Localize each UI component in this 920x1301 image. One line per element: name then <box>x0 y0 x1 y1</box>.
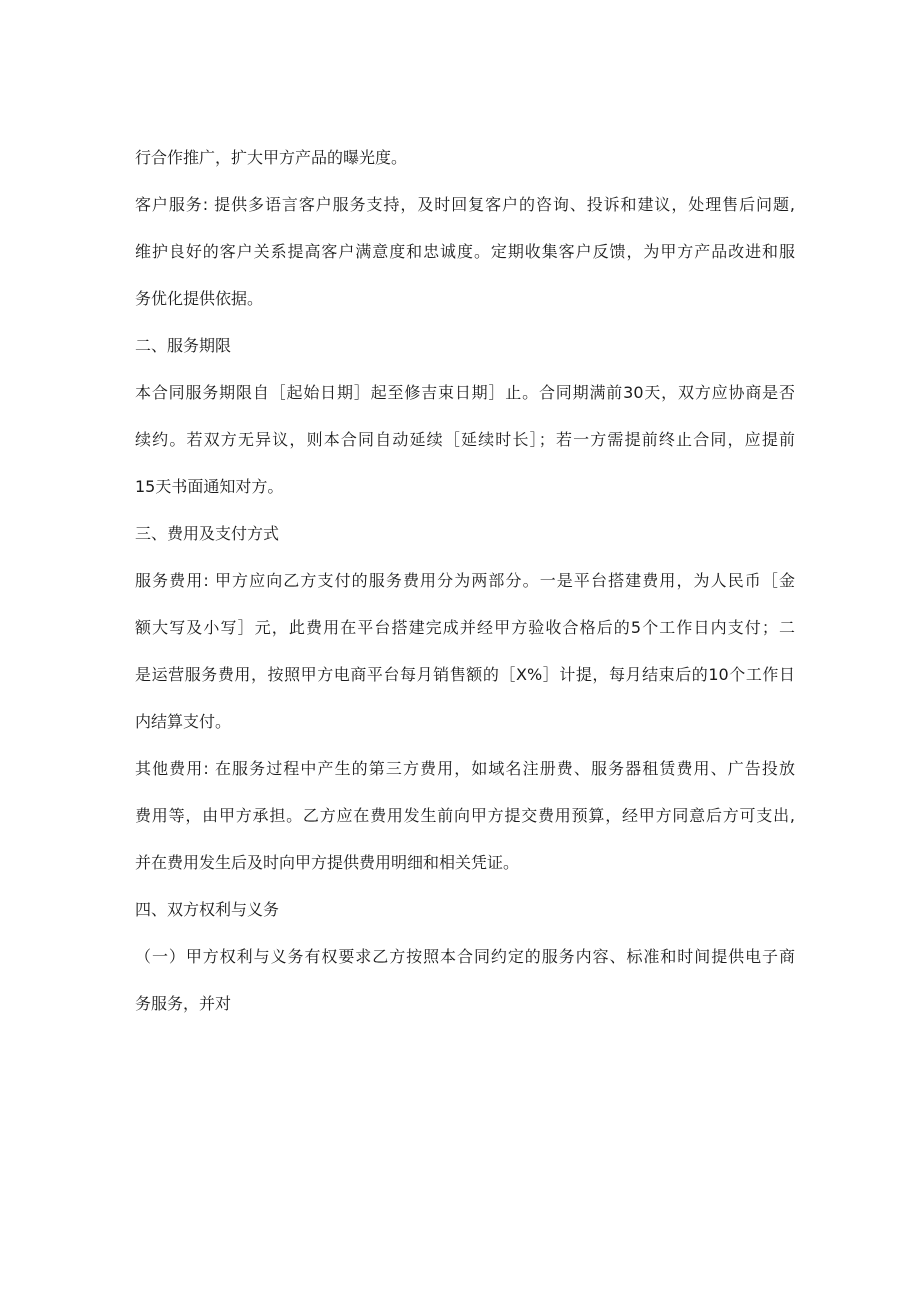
text-line: 服务费用: 甲方应向乙方支付的服务费用分为两部分。一是平台搭建费用，为人民币［金 <box>135 571 795 590</box>
text-line: 务服务，并对 <box>135 994 232 1013</box>
text-line: 本合同服务期限自［起始日期］起至修吉束日期］止。合同期满前30天，双方应协商是否 <box>135 383 795 402</box>
text-line: 是运营服务费用，按照甲方电商平台每月销售额的［X%］计提，每月结束后的10个工作日 <box>135 665 795 684</box>
text-line: 并在费用发生后及时向甲方提供费用明细和相关凭证。 <box>135 853 520 872</box>
text-line: 15天书面通知对方。 <box>135 477 284 496</box>
section-heading: 四、双方权利与义务 <box>135 900 280 919</box>
text-line: 续约。若双方无异议，则本合同自动延续［延续时长］；若一方需提前终止合同，应提前 <box>135 430 795 449</box>
text-line: 内结算支付。 <box>135 712 232 731</box>
text-line: （一）甲方权利与义务有权要求乙方按照本合同约定的服务内容、标准和时间提供电子商 <box>135 947 795 966</box>
text-line: 额大写及小写］元，此费用在平台搭建完成并经甲方验收合格后的5个工作日内支付；二 <box>135 618 795 637</box>
section-heading: 三、费用及支付方式 <box>135 524 280 543</box>
text-line: 行合作推广，扩大甲方产品的曝光度。 <box>135 148 408 167</box>
document-body <box>135 140 795 1033</box>
text-line: 其他费用: 在服务过程中产生的第三方费用，如域名注册费、服务器租赁费用、广告投放 <box>135 759 795 778</box>
text-line: 客户服务: 提供多语言客户服务支持，及时回复客户的咨询、投诉和建议，处理售后问题, <box>135 195 795 214</box>
text-line: 务优化提供依据。 <box>135 289 264 308</box>
section-heading: 二、服务期限 <box>135 336 232 355</box>
text-line: 维护良好的客户关系提高客户满意度和忠诚度。定期收集客户反馈，为甲方产品改进和服 <box>135 242 795 261</box>
text-line: 费用等，由甲方承担。乙方应在费用发生前向甲方提交费用预算，经甲方同意后方可支出, <box>135 806 795 825</box>
